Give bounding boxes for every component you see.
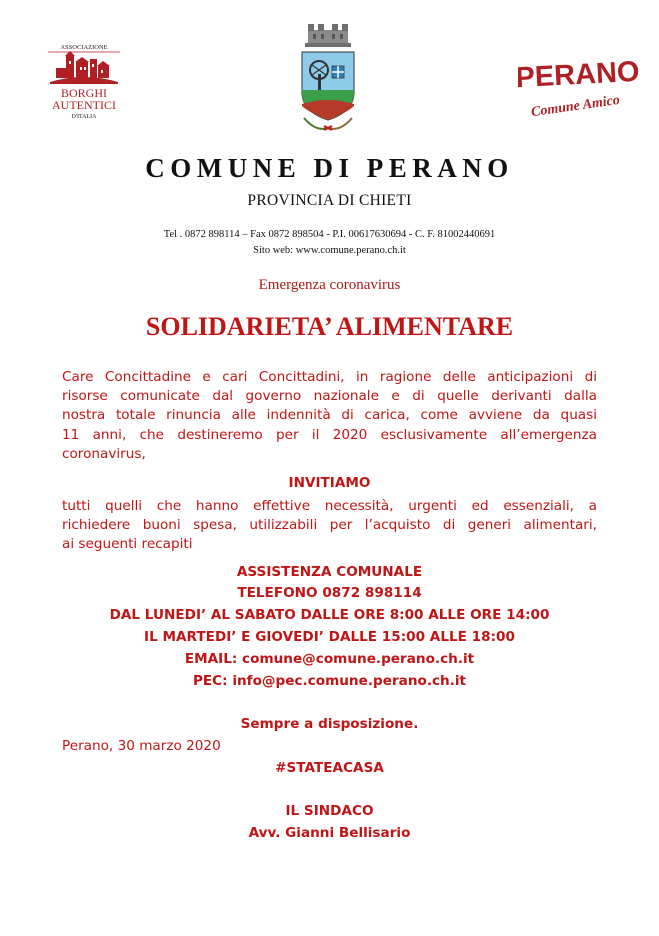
municipal-crest [288, 20, 368, 138]
logo-left-top-text: ASSOCIAZIONE [60, 44, 108, 51]
email-address: EMAIL: comune@comune.perano.ch.it [184, 651, 475, 667]
notice-headline: SOLIDARIETA’ ALIMENTARE [145, 312, 514, 341]
logo-left-name-1: BORGHI [60, 86, 108, 100]
opening-hours-weekdays: DAL LUNEDI’ AL SABATO DALLE ORE 8:00 ALLE ORE 14:00 [109, 607, 550, 623]
logo-right-main-text: PERANO [518, 55, 638, 95]
village-icon [40, 42, 128, 122]
province-name: PROVINCIA DI CHIETI [247, 192, 412, 209]
hashtag: #STATEACASA [275, 760, 384, 776]
place-date: Perano, 30 marzo 2020 [62, 738, 221, 754]
invite-heading: INVITIAMO [288, 475, 371, 491]
perano-comune-amico-logo [518, 44, 638, 134]
signature-role: IL SINDACO [285, 803, 374, 819]
website-line: Sito web: www.comune.perano.ch.it [253, 245, 406, 256]
intro-line: risorse comunicate dal governo nazionale e di quelle derivanti dalla [62, 388, 597, 405]
intro-line: Care Concittadine e cari Concittadini, in ragione delle anticipazioni di [62, 369, 597, 385]
notice-subtitle: Emergenza coronavirus [258, 277, 401, 293]
request-paragraph [62, 497, 597, 555]
logo-left-bottom-text: D'ITALIA [71, 114, 97, 120]
closing-line: Sempre a disposizione. [240, 716, 419, 732]
logo-left-name-2: AUTENTICI [52, 98, 116, 112]
signature-name: Avv. Gianni Bellisario [248, 825, 411, 841]
intro-paragraph [62, 368, 597, 464]
intro-line: nostra totale rinuncia alle indennità di carica, come avviene da quasi [62, 407, 597, 424]
pec-address: PEC: info@pec.comune.perano.ch.it [192, 673, 467, 689]
borghi-autentici-logo [40, 42, 128, 122]
request-line: ai seguenti recapiti [62, 536, 193, 553]
request-line: tutti quelli che hanno effettive necessità, urgenti ed essenziali, a [62, 498, 597, 514]
opening-hours-afternoon: IL MARTEDI’ E GIOVEDI’ DALLE 15:00 ALLE 18:00 [144, 629, 515, 645]
contact-line: Tel . 0872 898114 – Fax 0872 898504 - P.I. 00617630694 - C. F. 81002440691 [163, 229, 496, 240]
request-line: richiedere buoni spesa, utilizzabili per l’acquisto di generi alimentari, [62, 517, 597, 534]
intro-line: 11 anni, che destineremo per il 2020 esclusivamente all’emergenza [62, 426, 597, 443]
service-name: ASSISTENZA COMUNALE [236, 564, 423, 580]
logo-right-sub-text: Comune Amico [530, 92, 621, 121]
perano-logo-icon [518, 44, 638, 134]
municipal-crest-icon [288, 20, 368, 138]
intro-line: coronavirus, [62, 445, 146, 462]
phone-number: TELEFONO 0872 898114 [237, 585, 422, 601]
municipality-title: COMUNE DI PERANO [145, 153, 514, 183]
